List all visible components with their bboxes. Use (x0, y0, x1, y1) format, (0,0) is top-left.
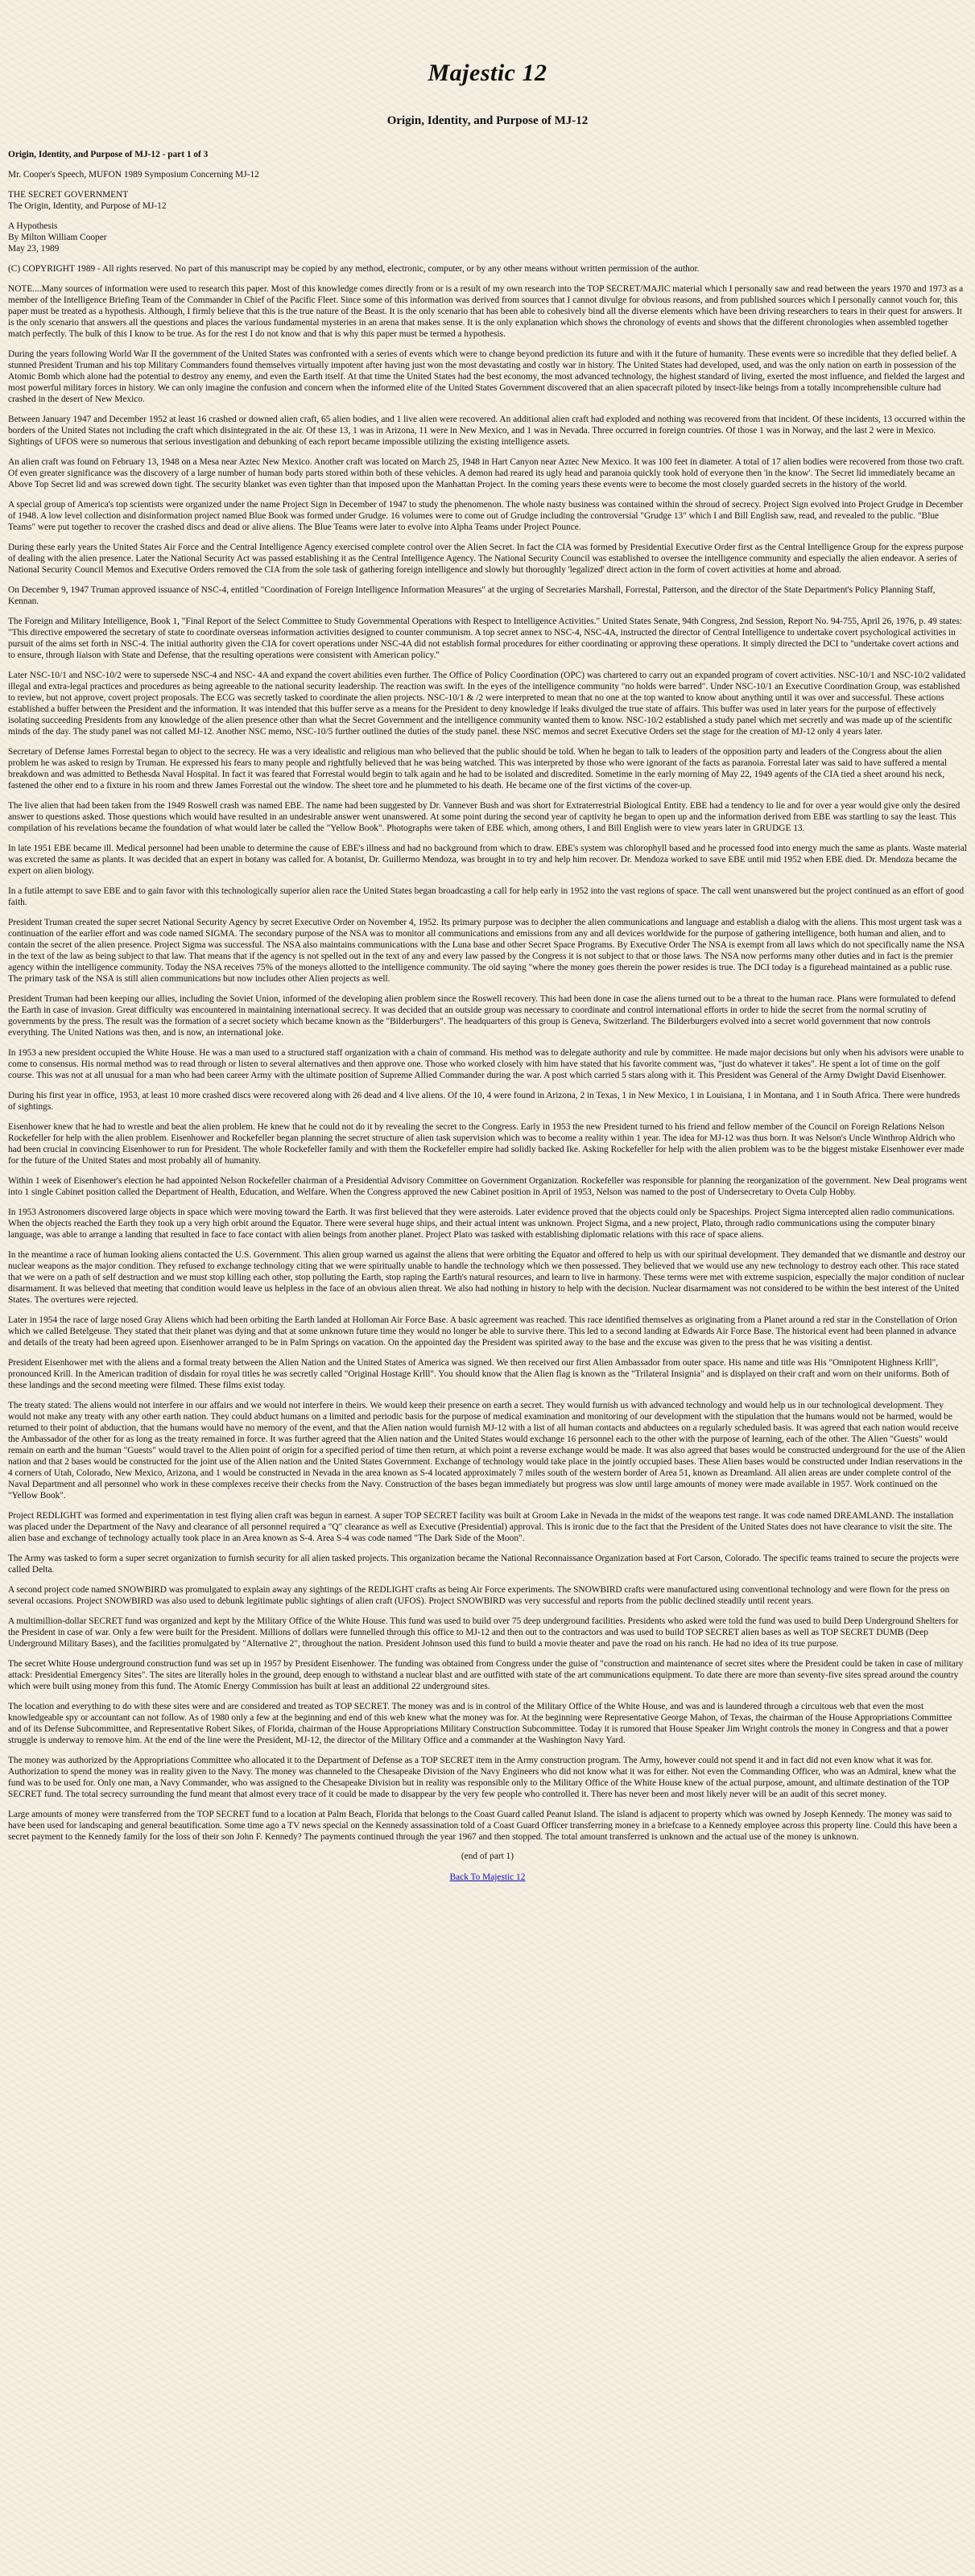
body-paragraphs (8, 283, 967, 1843)
page-title: Majestic 12 (428, 60, 547, 86)
body-paragraph: The treaty stated: The aliens would not interfere in our affairs and we would not interfere in theirs. We would keep their presence on earth a secret. They would furnish us with advanced technology and would help us in our technological development. They would not make any treaty with any other earth nation. They could abduct humans on a limited and periodic basis for the purpose of medical examination and monitoring of our development with the stipulation that the humans would not be harmed, would be returned to their point of abduction, that the humans would have no memory of the event, and that the Alien nation would furnish MJ-12 with a list of all human contacts and abductees on a regularly scheduled basis. It was agreed that each nation would receive the Ambassador of the other for as long as the treaty remained in force. It was further agreed that the Alien nation and the United States would exchange 16 personnel each to the other with the purpose of learning, each of the other. The Alien "Guests" would remain on earth and the human "Guests" would travel to the Alien point of origin for a specified period of time then return, at which point a reverse exchange would be made. It was also agreed that bases would be constructed underground for the use of the Alien nation and that 2 bases would be constructed for the joint use of the Alien nation and the United States Government. Exchange of technology would take place in the jointly occupied bases. These Alien bases would be constructed under Indian reservations in the 4 corners of Utah, Colorado, New Mexico, Arizona, and 1 would be constructed in Nevada in the area known as S-4 located approximately 7 miles south of the western border of Area 51, known as Dreamland. All alien areas are under complete control of the Naval Department and all personnel who work in these complexes receive their checks from the Navy. Construction of the bases began immediately but progress was slow until large amounts of money were made available in 1957. Work continued on the "Yellow Book". (8, 1401, 965, 1501)
author-block (8, 221, 967, 254)
body-paragraph: Project REDLIGHT was formed and experimentation in test flying alien craft was begun in earnest. A super TOP SECRET facility was built at Groom Lake in Nevada in the midst of the weapons test range. It was code named DREAMLAND. The installation was placed under the Department of the Navy and clearance of all personnel required a "Q" clearance as well as Executive (Presidential) approval. This is ironic due to the fact that the President of the United States does not have clearance to visit the site. The alien base and exchange of technology actually took place in an Area known as S-4. Area S-4 was code named "The Dark Side of the Moon". (8, 1511, 954, 1543)
body-paragraph: During these early years the United States Air Force and the Central Intelligence Agency exercised complete control over the Alien Secret. In fact the CIA was formed by Presidential Executive Order first as the Central Intelligence Group for the express purpose of dealing with the alien presence. Later the National Security Act was passed establishing it as the Central Intelligence Agency. The National Security Council was established to oversee the intelligence community and especially the alien endeavor. A series of National Security Council Memos and Executive Orders removed the CIA from the sole task of gathering foreign intelligence and slowly but thoroughly 'legalized' direct action in the form of covert activities at home and abroad. (8, 543, 964, 575)
body-paragraph: The Foreign and Military Intelligence, Book 1, "Final Report of the Select Committee to Study Governmental Operations with Respect to Intelligence Activities." United States Senate, 94th Congress, 2nd Session, Report No. 94-755, April 26, 1976, p. 49 states: "This directive empowered the secretary of state to coordinate overseas information activities designed to counter communism. A top secret annex to NSC-4, NSC-4A, instructed the director of Central Intelligence to undertake covert psychological activities in pursuit of the aims set forth in NSC-4. The initial authority given the CIA for covert operations under NSC-4A did not establish formal procedures for either coordinating or approving these operations. It simply directed the DCI to "undertake covert actions and to ensure, through liaison with State and Defense, that the resulting operations were consistent with American policy." (8, 617, 963, 660)
body-paragraph: The live alien that had been taken from the 1949 Roswell crash was named EBE. The name had been suggested by Dr. Vannever Bush and was short for Extraterrestrial Biological Entity. EBE had a tendency to lie and for over a year would give only the desired answer to questions asked. Those questions which would have resulted in an undesirable answer went unanswered. At some point during the second year of captivity he began to open up and the information derived from EBE was startling to say the least. This compilation of his revelations became the foundation of what would later be called the "Yellow Book". Photographs were taken of EBE which, among others, I and Bill English were to view years later in GRUDGE 13. (8, 801, 961, 833)
body-paragraph: During the years following World War II the government of the United States was confronted with a series of events which were to change beyond prediction its future and with it the future of humanity. These events were so incredible that they defied belief. A stunned President Truman and his top Military Commanders found themselves virtually impotent after having just won the most devastating and costly war in history. The United States had developed, used, and was the only nation on earth in possession of the Atomic Bomb which alone had the potential to destroy any enemy, and even the Earth itself. At that time the United States had the best economy, the most advanced technology, the highest standard of living, exerted the most influence, and fielded the largest and most powerful military forces in history. We can only imagine the confusion and concern when the informed elite of the United States Government discovered that an alien spacecraft piloted by insect-like beings from a totally incomprehensible culture had crashed in the desert of New Mexico. (8, 349, 965, 404)
body-paragraph: NOTE....Many sources of information were used to research this paper. Most of this knowledge comes directly from or is a result of my own research into the TOP SECRET/MAJIC material which I personally saw and read between the years 1970 and 1973 as a member of the Intelligence Briefing Team of the Commander in Chief of the Pacific Fleet. Since some of this information was derived from sources that I cannot divulge for obvious reasons, and from published sources which I personally cannot vouch for, this paper must be treated as a hypothesis. Although, I firmly believe that this is the true nature of the Beast. It is the only scenario that has been able to cohesively bind all the diverse elements which have been driving researchers to tears in their quest for answers. It is the only scenario that answers all the questions and places the various fundamental mysteries in an arena that makes sense. It is the only explanation which shows the chronology of events and shows that the different chronologies when assembled together match perfectly. The bulk of this I know to be true. As for the rest I do not know and that is why this paper must be termed a hypothesis. (8, 284, 964, 339)
body-paragraph: Later in 1954 the race of large nosed Gray Aliens which had been orbiting the Earth landed at Holloman Air Force Base. A basic agreement was reached. This race identified themselves as originating from a Planet around a red star in the Constellation of Orion which we called Betelgeuse. They stated that their planet was dying and that at some unknown future time they would no longer be able to survive there. This led to a second landing at Edwards Air Force Base. The historical event had been planned in advance and details of the treaty had been agreed upon. Eisenhower arranged to be in Palm Springs on vacation. On the appointed day the President was spirited away to the base and the excuse was given to the press that he was visiting a dentist. (8, 1315, 957, 1348)
body-paragraph: Later NSC-10/1 and NSC-10/2 were to supersede NSC-4 and NSC- 4A and expand the covert abilities even further. The Office of Policy Coordination (OPC) was chartered to carry out an expanded program of covert activities. NSC-10/1 and NSC-10/2 validated illegal and extra-legal practices and procedures as being agreeable to the national security leadership. The reaction was swift. In the eyes of the intelligence community "no holds were barred". Under NSC-10/1 an Executive Coordination Group, was established to review, but not approve, covert project proposals. The ECG was secretly tasked to coordinate the alien projects. NSC-10/1 & /2 were interpreted to mean that no one at the top wanted to know about anything until it was over and successful. These actions established a buffer between the President and the information. It was intended that this buffer serve as a means for the President to deny knowledge if leaks divulged the true state of affairs. This buffer was used in later years for the purpose of effectively isolating succeeding Presidents from any knowledge of the alien presence other than what the Secret Government and the intelligence community wanted them to know. NSC-10/2 established a study panel which met secretly and was made up of the scientific minds of the day. The study panel was not called MJ-12. Another NSC memo, NSC-10/5 further outlined the duties of the study panel. these NSC memos and secret Executive Orders set the stage for the creation of MJ-12 only 4 years later. (8, 671, 966, 737)
document-body (8, 149, 967, 1843)
body-paragraph: In the meantime a race of human looking aliens contacted the U.S. Government. This alien group warned us against the aliens that were orbiting the Equator and offered to help us with our spiritual development. They demanded that we dismantle and destroy our nuclear weapons as the major condition. They refused to exchange technology citing that we were spiritually unable to handle the technology which we then possessed. They believed that we would use any new technology to destroy each other. This race stated that we were on a path of self destruction and we must stop killing each other, stop polluting the Earth, stop raping the Earth's natural resources, and learn to live in harmony. These terms were met with extreme suspicion, especially the major condition of nuclear disarmament. It was believed that meeting that condition would leave us helpless in the face of an obvious alien threat. We also had nothing in history to help with the decision. Nuclear disarmament was not considered to be within the best interest of the United States. The overtures were rejected. (8, 1250, 965, 1305)
body-paragraph: Secretary of Defense James Forrestal began to object to the secrecy. He was a very idealistic and religious man who believed that the public should be told. When he began to talk to leaders of the opposition party and leaders of the Congress about the alien problem he was asked to resign by Truman. He expressed his fears to many people and rightfully believed that he was being watched. This was interpreted by those who were ignorant of the facts as paranoia. Forrestal later was said to have suffered a mental breakdown and was admitted to Bethesda Naval Hospital. In fact it was feared that Forrestal would begin to talk again and he had to be isolated and discredited. Sometime in the early morning of May 22, 1949 agents of the CIA tied a sheet around his neck, fastened the other end to a fixture in his room and threw James Forrestal out the window. The sheet tore and he plummeted to his death. He became one of the first victims of the cover-up. (8, 747, 948, 791)
header-block (8, 189, 967, 212)
body-paragraph: In a futile attempt to save EBE and to gain favor with this technologically superior alien race the United States began broadcasting a call for help early in 1952 into the vast regions of space. The call went unanswered but the project continued as an effort of good faith. (8, 886, 965, 907)
body-paragraph: The money was authorized by the Appropriations Committee who allocated it to the Department of Defense as a TOP SECRET item in the Army construction program. The Army, however could not spend it and in fact did not even know what it was for. Authorization to spend the money was in reality given to the Navy. The money was channeled to the Chesapeake Division of the Navy Engineers who did not know what it was for either. Not even the Commanding Officer, who was an Admiral, knew what the fund was to be used for. Only one man, a Navy Commander, who was assigned to the Chesapeake Division but in reality was responsible only to the Military Office of the White House knew of the actual purpose, amount, and ultimate destination of the TOP SECRET fund. The total secrecy surrounding the fund meant that almost every trace of it could be made to disappear by the very few people who controlled it. There has never been and most likely never will be an audit of this secret money. (8, 1756, 956, 1799)
author-line: By Milton William Cooper (8, 233, 107, 242)
body-paragraph: The Army was tasked to form a super secret organization to furnish security for all alien tasked projects. This organization became the National Reconnaissance Organization based at Fort Carson, Colorado. The specific teams trained to secure the projects were called Delta. (8, 1554, 960, 1575)
body-paragraph: A special group of America's top scientists were organized under the name Project Sign in December of 1947 to study the phenomenon. The whole nasty business was contained within the shroud of secrecy. Project Sign evolved into Project Grudge in December of 1948. A low level collection and disinformation project named Blue Book was formed under Grudge. 16 volumes were to come out of Grudge including the controversial "Grudge 13" which I and Bill English saw, read, and revealed to the public. "Blue Teams" were put together to recover the crashed discs and dead or alive aliens. The Blue Teams were later to evolve into Alpha Teams under Project Pounce. (8, 500, 964, 532)
body-paragraph: During his first year in office, 1953, at least 10 more crashed discs were recovered along with 26 dead and 4 live aliens. Of the 10, 4 were found in Arizona, 2 in Texas, 1 in New Mexico, 1 in Louisiana, 1 in Montana, and 1 in South Africa. There were hundreds of sightings. (8, 1091, 961, 1112)
body-paragraph: Between January 1947 and December 1952 at least 16 crashed or downed alien craft, 65 alien bodies, and 1 live alien were recovered. An additional alien craft had exploded and nothing was recovered from that incident. Of these incidents, 13 occurred within the borders of the United States not including the craft which disintegrated in the air. Of these 13, 1 was in Arizona, 11 were in New Mexico, and 1 was in Nevada. Three occurred in foreign countries. Of those 1 was in Norway, and the last 2 were in Mexico. Sightings of UFOS were so numerous that serious investigation and debunking of each report became impossible utilizing the existing intelligence assets. (8, 415, 966, 447)
body-paragraph: President Truman had been keeping our allies, including the Soviet Union, informed of the developing alien problem since the Roswell recovery. This had been done in case the aliens turned out to be a threat to the human race. Plans were formulated to defend the Earth in case of invasion. Great difficulty was encountered in maintaining international secrecy. It was decided that an outside group was necessary to coordinate and control international efforts in order to hide the secret from the normal scrutiny of governments by the press. The result was the formation of a secret society which became known as the "Bilderburgers". The headquarters of this group is Geneva, Switzerland. The Bilderburgers evolved into a secret world government that now controls everything. The United Nations was then, and is now, an international joke. (8, 994, 956, 1038)
copyright-notice: (C) COPYRIGHT 1989 - All rights reserved. No part of this manuscript may be copied by any method, electronic, computer, or by any other means without written permission of the author. (8, 264, 700, 274)
body-paragraph: The secret White House underground construction fund was set up in 1957 by President Eisenhower. The funding was obtained from Congress under the guise of "construction and maintenance of secret sites where the President could be taken in case of military attack: Presidential Emergency Sites". The sites are literally holes in the ground, deep enough to withstand a nuclear blast and are outfitted with state of the art communications equipment. To date there are more than seventy-five sites spread around the country which were built using money from this fund. The Atomic Energy Commission has built at least an additional 22 underground sites. (8, 1659, 964, 1691)
author-line: May 23, 1989 (8, 244, 60, 254)
source-line: Mr. Cooper's Speech, MUFON 1989 Symposium Concerning MJ-12 (8, 170, 259, 180)
header-line: The Origin, Identity, and Purpose of MJ-12 (8, 201, 167, 211)
body-paragraph: In late 1951 EBE became ill. Medical personnel had been unable to determine the cause of EBE's illness and had no background from which to draw. EBE's system was chlorophyll based and he processed food into energy much the same as plants. Waste material was excreted the same as plants. It was decided that an expert in botany was called for. A botanist, Dr. Guillermo Mendoza, was brought in to try and help him recover. Dr. Mendoza worked to save EBE until mid 1952 when EBE died. Dr. Mendoza became the expert on alien biology. (8, 844, 967, 876)
body-paragraph: An alien craft was found on February 13, 1948 on a Mesa near Aztec New Mexico. Another craft was located on March 25, 1948 in Hart Canyon near Aztec New Mexico. It was 100 feet in diameter. A total of 17 alien bodies were recovered from those two craft. Of even greater significance was the discovery of a large number of human body parts stored within both of these vehicles. A demon had reared its ugly head and paranoia quickly took hold of everyone then 'in the know'. The Secret lid immediately became an Above Top Secret lid and was screwed down tight. The security blanket was even tighter than that imposed upon the Manhattan Project. In the coming years these events were to become the most closely guarded secrets in the history of the world. (8, 457, 965, 489)
body-paragraph: Large amounts of money were transferred from the TOP SECRET fund to a location at Palm Beach, Florida that belongs to the Coast Guard called Peanut Island. The island is adjacent to property which was owned by Joseph Kennedy. The money was said to have been used for landscaping and general beautification. Some time ago a TV news special on the Kennedy assassination told of a Coast Guard Officer transferring money in a briefcase to a Kennedy employee across this property line. Could this have been a secret payment to the Kennedy family for the loss of their son John F. Kennedy? The payments continued through the year 1967 and then stopped. The total amount transferred is unknown and the actual use of the money is unknown. (8, 1810, 957, 1842)
body-paragraph: A second project code named SNOWBIRD was promulgated to explain away any sightings of the REDLIGHT crafts as being Air Force experiments. The SNOWBIRD crafts were manufactured using conventional technology and were flown for the press on several occasions. Project SNOWBIRD was also used to debunk legitimate public sightings of alien craft (UFOS). Project SNOWBIRD was very successful and reports from the public declined steadily until recent years. (8, 1585, 950, 1606)
part-heading: Origin, Identity, and Purpose of MJ-12 - part 1 of 3 (8, 150, 209, 159)
footer (8, 1852, 967, 1882)
body-paragraph: The location and everything to do with these sites were and are considered and treated as TOP SECRET. The money was and is in control of the Military Office of the White House, and was and is laundered through a circuitous web that even the most knowledgeable spy or accountant can not follow. As of 1980 only a few at the beginning and end of this web knew what the money was for. At the beginning were Representative George Mahon, of Texas, the chairman of the House Appropriations Committee and of its Defense Subcommittee, and Representative Robert Sikes, of Florida, chairman of the House Appropriations Military Construction Subcommittee. Today it is rumored that House Speaker Jim Wright controls the money in Congress and that a power struggle is underway to remove him. At the end of the line were the President, MJ-12, the director of the Military Office and a commander at the Washington Navy Yard. (8, 1702, 952, 1745)
body-paragraph: A multimillion-dollar SECRET fund was organized and kept by the Military Office of the White House. This fund was used to build over 75 deep underground facilities. Presidents who asked were told the fund was used to build Deep Underground Shelters for the President in case of war. Only a few were built for the President. Millions of dollars were funnelled through this office to MJ-12 and then out to the contractors and was used to build TOP SECRET alien bases as well as TOP SECRET DUMB (Deep Underground Military Bases), and the facilities promulgated by "Alternative 2", throughout the nation. President Johnson used this fund to build a movie theater and pave the road on his ranch. He had no idea of its true purpose. (8, 1616, 959, 1649)
body-paragraph: Within 1 week of Eisenhower's election he had appointed Nelson Rockefeller chairman of a Presidential Advisory Committee on Government Organization. Rockefeller was responsible for planning the reorganization of the government. New Deal programs went into 1 single Cabinet position called the Department of Health, Education, and Welfare. When the Congress approved the new Cabinet position in April of 1953, Nelson was named to the post of Undersecretary to Oveta Culp Hobby. (8, 1176, 967, 1197)
body-paragraph: President Eisenhower met with the aliens and a formal treaty between the Alien Nation and the United States of America was signed. We then received our first Alien Ambassador from outer space. His name and title was His "Omnipotent Highness Krlll", pronounced Krill. In the American tradition of disdain for royal titles he was secretly called "Original Hostage Krlll". You should know that the Alien flag is known as the "Trilateral Insignia" and is displayed on their craft and worn on their uniforms. Both of these landings and the second meeting were filmed. These films exist today. (8, 1358, 949, 1390)
author-line: A Hypothesis (8, 221, 58, 231)
end-note: (end of part 1) (461, 1852, 514, 1861)
body-paragraph: Eisenhower knew that he had to wrestle and beat the alien problem. He knew that he could not do it by revealing the secret to the Congress. Early in 1953 the new President turned to his friend and fellow member of the Council on Foreign Relations Nelson Rockefeller for help with the alien problem. Eisenhower and Rockefeller began planning the secret structure of alien task supervision which was to become a reality within 1 year. The idea for MJ-12 was thus born. It was Nelson's Uncle Winthrop Aldrich who had been crucial in convincing Eisenhower to run for President. The whole Rockefeller family and with them the Rockefeller empire had solidly backed Ike. Asking Rockefeller for help with the alien problem was to be the biggest mistake Eisenhower ever made for the future of the United States and most probably all of humanity. (8, 1122, 965, 1166)
back-link[interactable]: Back To Majestic 12 (449, 1872, 526, 1882)
page-subtitle: Origin, Identity, and Purpose of MJ-12 (386, 114, 589, 127)
body-paragraph: In 1953 a new president occupied the White House. He was a man used to a structured staff organization with a chain of command. His method was to delegate authority and rule by committee. He made major decisions but only when his advisors were unable to come to consensus. His normal method was to read through or listen to several alternatives and then approve one. Those who worked closely with him have stated that his favorite comment was, "just do whatever it takes". He spent a lot of time on the golf course. This was not at all unusual for a man who had been career Army with the ultimate position of Supreme Allied Commander during the war. A post which carried 5 stars along with it. This President was General of the Army Dwight David Eisenhower. (8, 1048, 964, 1080)
header-line: THE SECRET GOVERNMENT (8, 190, 129, 200)
body-paragraph: On December 9, 1947 Truman approved issuance of NSC-4, entitled "Coordination of Foreign Intelligence Information Measures" at the urging of Secretaries Marshall, Forrestal, Patterson, and the director of the State Department's Policy Planning Staff, Kennan. (8, 585, 936, 606)
body-paragraph: President Truman created the super secret National Security Agency by secret Executive Order on November 4, 1952. Its primary purpose was to decipher the alien communications and language and establish a dialog with the aliens. This most urgent task was a continuation of the earlier effort and was code named SIGMA. The secondary purpose of the NSA was to monitor all communications and emissions from any and all devices worldwide for the purpose of gathering intelligence, both human and alien, and to contain the secret of the alien presence. Project Sigma was successful. The NSA also maintains communications with the Luna base and other Secret Space Programs. By Executive Order The NSA is exempt from all laws which do not specifically name the NSA in the text of the law as being subject to that law. That means that if the agency is not spelled out in the text of any and every law passed by the Congress it is not subject to that or those laws. The NSA now performs many other duties and in fact is the premier agency within the intelligence community. Today the NSA receives 75% of the moneys allotted to the intelligence community. The old saying "where the money goes therein the power resides is true. The DCI today is a figurehead maintained as a public ruse. The primary task of the NSA is still alien communications but now includes other Alien projects as well. (8, 918, 965, 984)
body-paragraph: In 1953 Astronomers discovered large objects in space which were moving toward the Earth. It was first believed that they were asteroids. Later evidence proved that the objects could only be Spaceships. Project Sigma intercepted alien radio communications. When the objects reached the Earth they took up a very high orbit around the Equator. There were several huge ships, and their actual intent was unknown. Project Sigma, and a new project, Plato, through radio communications using the computer binary language, was able to arrange a landing that resulted in face to face contact with alien beings from another planet. Project Plato was tasked with establishing diplomatic relations with this race of space aliens. (8, 1208, 955, 1240)
